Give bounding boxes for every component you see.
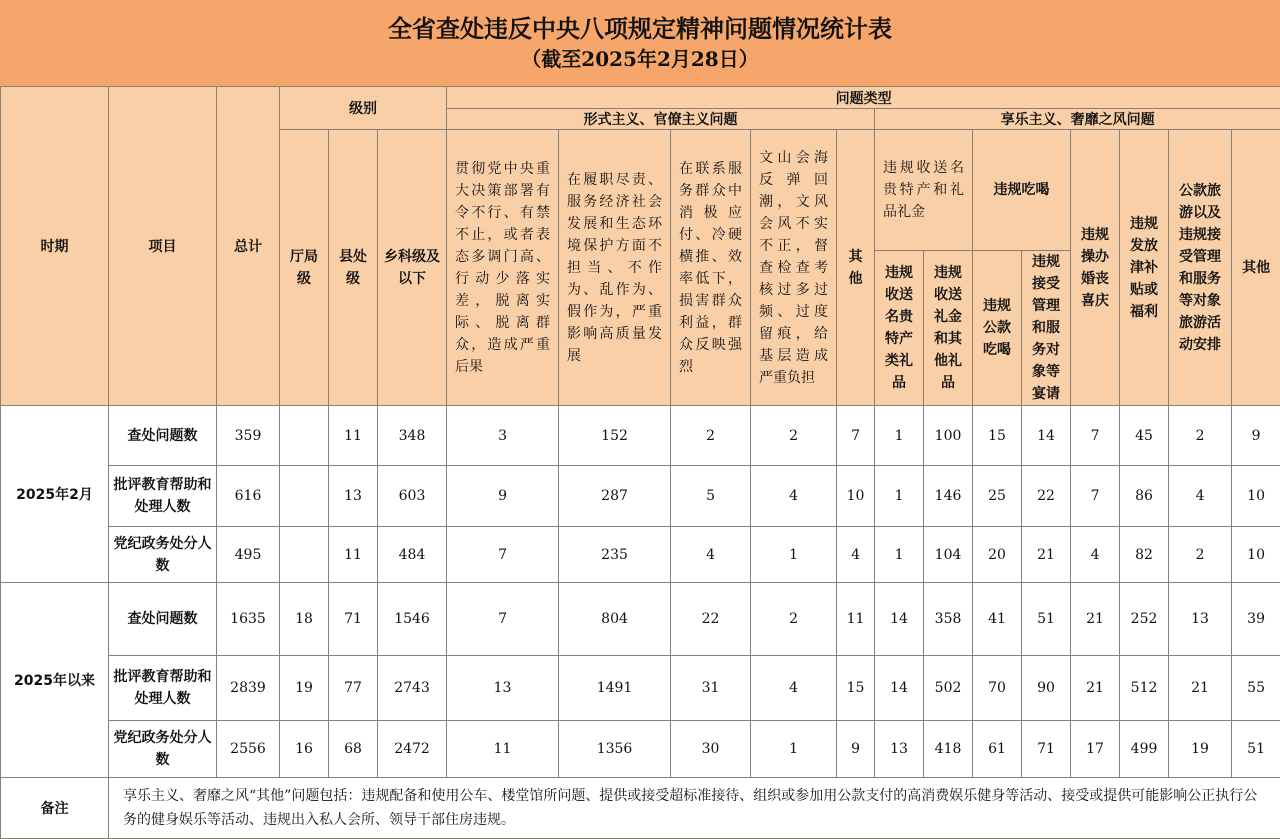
value-cell: 2556 [217,721,280,778]
value-cell: 11 [329,406,378,466]
table-subtitle: （截至2025年2月28日） [521,45,758,73]
value-cell: 14 [875,656,924,721]
header-formalism-4: 文山会海反弹回潮，文风会风不实不正，督查检查考核过多过频、过度留痕，给基层造成严重负担 [751,130,837,406]
item-cell: 党纪政务处分人数 [109,527,217,583]
table-row [1,656,1280,721]
value-cell: 90 [1022,656,1071,721]
value-cell: 82 [1120,527,1169,583]
value-cell: 14 [1022,406,1071,466]
value-cell: 348 [378,406,447,466]
value-cell: 19 [1169,721,1232,778]
value-cell: 39 [1232,583,1280,656]
header-problem-type: 问题类型 [447,87,1280,109]
table-row [1,583,1280,656]
value-cell: 804 [559,583,671,656]
header-level: 级别 [280,87,447,130]
value-cell: 3 [447,406,559,466]
value-cell: 45 [1120,406,1169,466]
value-cell: 10 [1232,527,1280,583]
value-cell: 20 [973,527,1022,583]
value-cell: 2 [671,406,751,466]
value-cell: 61 [973,721,1022,778]
note-text: 享乐主义、奢靡之风“其他”问题包括：违规配备和使用公车、楼堂馆所问题、提供或接受超标准接待、组织或参加用公款支付的高消费娱乐健身等活动、接受或提供可能影响公正执行公务的健身娱乐等活动、违规出入私人会所、领导干部住房违规。 [109,778,1280,839]
value-cell: 2 [751,406,837,466]
value-cell: 10 [1232,466,1280,527]
value-cell: 21 [1071,656,1120,721]
value-cell: 495 [217,527,280,583]
value-cell [280,527,329,583]
item-cell: 查处问题数 [109,406,217,466]
value-cell: 14 [875,583,924,656]
value-cell: 2 [751,583,837,656]
value-cell: 359 [217,406,280,466]
value-cell: 252 [1120,583,1169,656]
header-formalism-2: 在履职尽责、服务经济社会发展和生态环境保护方面不担当、不作为、乱作为、假作为，严重影响高质量发展 [559,130,671,406]
title-banner [0,0,1280,87]
value-cell [280,466,329,527]
value-cell: 2 [1169,527,1232,583]
value-cell: 1 [751,721,837,778]
value-cell: 13 [1169,583,1232,656]
value-cell: 2839 [217,656,280,721]
value-cell: 7 [447,583,559,656]
table-title: 全省查处违反中央八项规定精神问题情况统计表 [388,13,892,45]
header-gift-a: 违规收送名贵特产类礼品 [875,251,924,406]
value-cell: 512 [1120,656,1169,721]
value-cell: 10 [837,466,875,527]
note-label: 备注 [1,778,109,839]
value-cell: 15 [973,406,1022,466]
value-cell [280,406,329,466]
header-gift: 违规收送名贵特产和礼品礼金 [875,130,973,251]
value-cell: 4 [1071,527,1120,583]
value-cell: 1491 [559,656,671,721]
value-cell: 17 [1071,721,1120,778]
value-cell: 235 [559,527,671,583]
value-cell: 1635 [217,583,280,656]
item-cell: 批评教育帮助和处理人数 [109,466,217,527]
value-cell: 104 [924,527,973,583]
table-row [1,527,1280,583]
value-cell: 2 [1169,406,1232,466]
value-cell: 51 [1232,721,1280,778]
period-cell: 2025年以来 [1,583,109,778]
value-cell: 21 [1022,527,1071,583]
value-cell: 71 [329,583,378,656]
value-cell: 15 [837,656,875,721]
value-cell: 21 [1071,583,1120,656]
value-cell: 1 [751,527,837,583]
value-cell: 11 [329,527,378,583]
header-subsidy: 违规发放津补贴或福利 [1120,130,1169,406]
value-cell: 9 [1232,406,1280,466]
value-cell: 4 [837,527,875,583]
value-cell: 4 [751,656,837,721]
value-cell: 4 [751,466,837,527]
value-cell: 4 [671,527,751,583]
value-cell: 11 [447,721,559,778]
value-cell: 41 [973,583,1022,656]
value-cell: 5 [671,466,751,527]
value-cell: 22 [671,583,751,656]
item-cell: 批评教育帮助和处理人数 [109,656,217,721]
value-cell: 25 [973,466,1022,527]
header-meal-a: 违规公款吃喝 [973,251,1022,406]
value-cell: 7 [1071,466,1120,527]
value-cell: 7 [447,527,559,583]
table-row [1,721,1280,778]
table-row [1,406,1280,466]
value-cell: 21 [1169,656,1232,721]
value-cell: 502 [924,656,973,721]
value-cell: 11 [837,583,875,656]
header-hedonism: 享乐主义、奢靡之风问题 [875,109,1280,130]
value-cell: 13 [447,656,559,721]
value-cell: 4 [1169,466,1232,527]
value-cell: 1 [875,527,924,583]
value-cell: 31 [671,656,751,721]
header-level-xian: 县处级 [329,130,378,406]
value-cell: 9 [837,721,875,778]
value-cell: 70 [973,656,1022,721]
value-cell: 77 [329,656,378,721]
value-cell: 100 [924,406,973,466]
value-cell: 16 [280,721,329,778]
value-cell: 287 [559,466,671,527]
statistics-table [0,86,1280,839]
header-formalism-1: 贯彻党中央重大决策部署有令不行、有禁不止，或者表态多调门高、行动少落实差，脱离实际、脱离群众，造成严重后果 [447,130,559,406]
value-cell: 19 [280,656,329,721]
value-cell: 2743 [378,656,447,721]
value-cell: 1356 [559,721,671,778]
value-cell: 484 [378,527,447,583]
value-cell: 499 [1120,721,1169,778]
header-total: 总计 [217,87,280,406]
header-item: 项目 [109,87,217,406]
value-cell: 358 [924,583,973,656]
value-cell: 1 [875,466,924,527]
value-cell: 30 [671,721,751,778]
value-cell: 418 [924,721,973,778]
value-cell: 13 [329,466,378,527]
header-hedonism-other: 其他 [1232,130,1280,406]
value-cell: 71 [1022,721,1071,778]
header-meal-b: 违规接受管理和服务对象等宴请 [1022,251,1071,406]
value-cell: 86 [1120,466,1169,527]
value-cell: 68 [329,721,378,778]
period-cell: 2025年2月 [1,406,109,583]
header-level-xiang: 乡科级及以下 [378,130,447,406]
value-cell: 146 [924,466,973,527]
value-cell: 1546 [378,583,447,656]
value-cell: 616 [217,466,280,527]
value-cell: 51 [1022,583,1071,656]
header-formalism: 形式主义、官僚主义问题 [447,109,875,130]
header-formalism-other: 其他 [837,130,875,406]
header-wedding: 违规操办婚丧喜庆 [1071,130,1120,406]
value-cell: 18 [280,583,329,656]
value-cell: 13 [875,721,924,778]
note-row [1,778,1280,839]
header-travel: 公款旅游以及违规接受管理和服务等对象旅游活动安排 [1169,130,1232,406]
item-cell: 党纪政务处分人数 [109,721,217,778]
table-row [1,466,1280,527]
header-meal: 违规吃喝 [973,130,1071,251]
header-gift-b: 违规收送礼金和其他礼品 [924,251,973,406]
value-cell: 7 [837,406,875,466]
header-formalism-3: 在联系服务群众中消极应付、冷硬横推、效率低下，损害群众利益，群众反映强烈 [671,130,751,406]
item-cell: 查处问题数 [109,583,217,656]
value-cell: 2472 [378,721,447,778]
value-cell: 7 [1071,406,1120,466]
value-cell: 22 [1022,466,1071,527]
header-level-ting: 厅局级 [280,130,329,406]
value-cell: 9 [447,466,559,527]
value-cell: 152 [559,406,671,466]
value-cell: 603 [378,466,447,527]
value-cell: 55 [1232,656,1280,721]
header-period: 时期 [1,87,109,406]
value-cell: 1 [875,406,924,466]
